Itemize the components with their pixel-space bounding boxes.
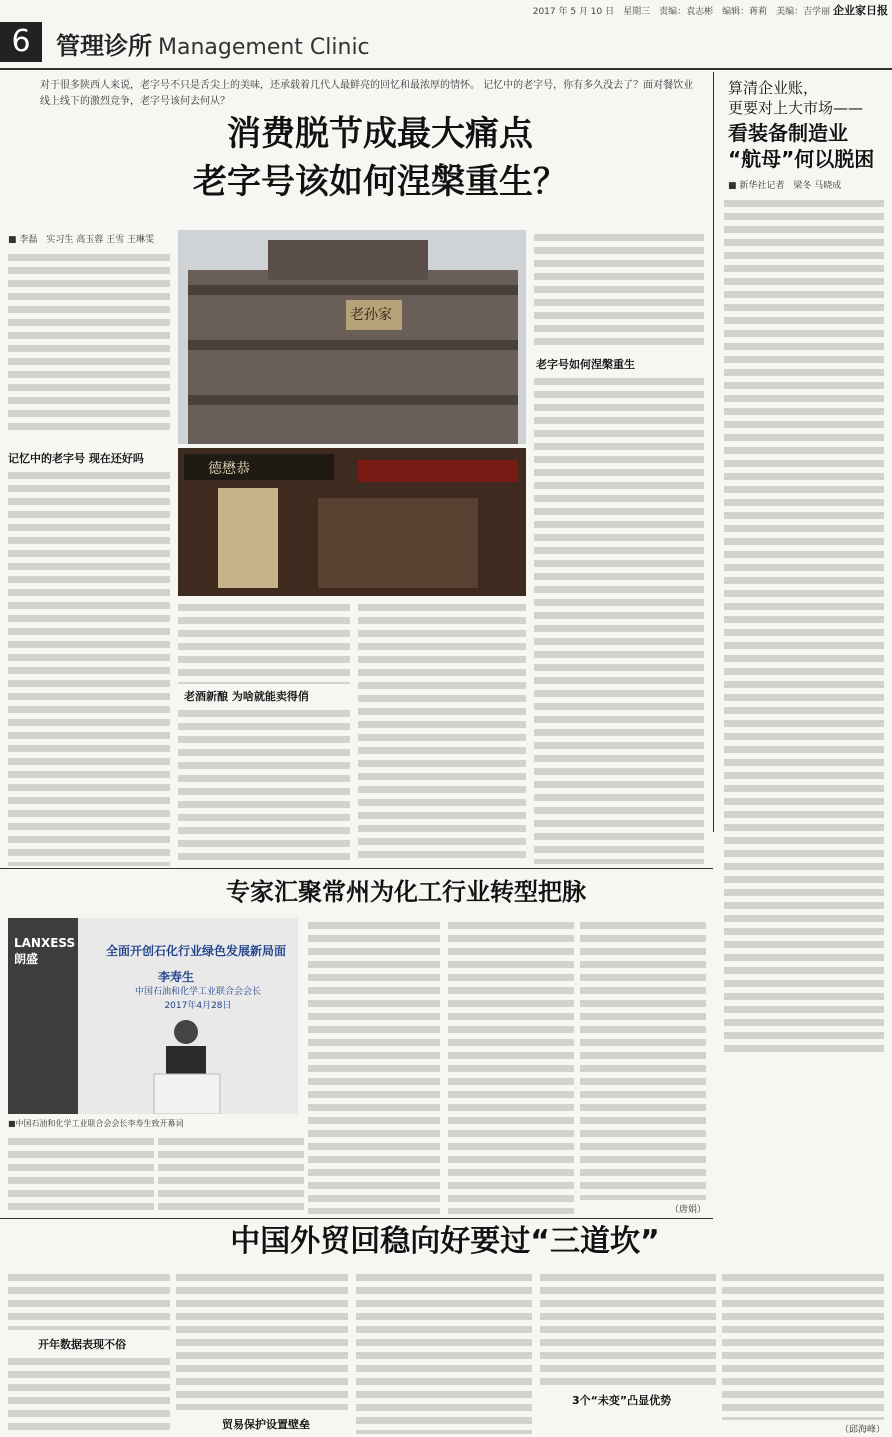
page-header <box>0 16 892 70</box>
main-headline-2: 老字号该如何涅槃重生？ <box>193 162 567 202</box>
chem-column-2 <box>158 1134 304 1214</box>
side-kicker-1: 算清企业账， <box>728 79 819 97</box>
trade-column-5 <box>722 1270 884 1420</box>
photo-speaker: 李寿生 <box>158 970 195 984</box>
photo-sign-2: 德懋恭 <box>208 461 250 477</box>
side-column <box>724 196 884 1058</box>
chem-column-1 <box>8 1134 154 1214</box>
main-column-4-bottom <box>534 374 704 864</box>
photo-sign-1: 老孙家 <box>350 307 392 323</box>
trade-subhead-3: 3个“未变”凸显优势 <box>572 1394 672 1407</box>
photo-demaogong <box>178 448 526 596</box>
chem-headline: 专家汇聚常州为化工行业转型把脉 <box>226 878 586 906</box>
section-en: Management Clinic <box>158 35 370 60</box>
paper-name: 企业家日报 <box>833 4 888 17</box>
trade-subhead-1: 开年数据表现不俗 <box>38 1338 126 1351</box>
main-byline: ■ 李磊 实习生 高玉蓉 王雪 王琳雯 <box>8 235 154 245</box>
chem-column-5 <box>580 918 706 1200</box>
photo-banner: 全面开创石化行业绿色发展新局面 <box>105 944 286 958</box>
trade-column-1-bottom <box>8 1354 170 1432</box>
column-divider <box>713 72 714 832</box>
trade-headline: 中国外贸回稳向好要过“三道坎” <box>230 1224 660 1259</box>
side-headline-1: 看装备制造业 <box>728 121 848 145</box>
trade-column-2 <box>176 1270 348 1410</box>
main-headline-1: 消费脱节成最大痛点 <box>227 114 533 154</box>
article-lead: 对于很多陕西人来说，老字号不只是舌尖上的美味，还承载着几代人最鲜亮的回忆和最浓厚的情怀。 记忆中的老字号，你有多久没去了？面对餐饮业线上线下的激烈竞争，老字号该何去何从？ <box>40 80 694 107</box>
trade-column-3 <box>356 1270 532 1434</box>
trade-column-1-top <box>8 1270 170 1330</box>
chem-column-3 <box>308 918 440 1214</box>
main-column-3 <box>358 600 526 864</box>
trade-credit: （邱海峰） <box>840 1425 886 1435</box>
main-column-1-bottom <box>8 468 170 866</box>
photo-brand: LANXESS 朗盛 <box>14 936 76 966</box>
speaker-icon <box>148 1014 228 1114</box>
chem-caption: ■中国石油和化学工业联合会会长李寿生致开幕词 <box>8 1119 184 1128</box>
trade-subhead-2: 贸易保护设置壁垒 <box>222 1418 310 1431</box>
side-byline: ■ 新华社记者 梁冬 马晓成 <box>728 181 842 191</box>
photo-date: 2017年4月28日 <box>164 1001 232 1011</box>
section-divider <box>0 868 713 869</box>
section-cn: 管理诊所 <box>56 32 152 60</box>
side-kicker-2: 更要对上大市场—— <box>728 99 864 117</box>
trade-column-4-top <box>540 1270 716 1386</box>
main-column-2-top <box>178 600 350 684</box>
photo-org: 中国石油和化学工业联合会会长 <box>134 987 261 997</box>
main-column-1-top <box>8 250 170 434</box>
main-column-4-top <box>534 230 704 348</box>
chem-photo <box>8 918 298 1114</box>
main-column-2-bottom <box>178 706 350 864</box>
page-number: 6 <box>0 22 42 62</box>
subhead-rebirth: 老字号如何涅槃重生 <box>536 358 635 371</box>
chem-column-4 <box>448 918 574 1214</box>
date-text: 2017 年 5 月 10 日 星期三 责编：袁志彬 编辑：蒋莉 美编：吉学丽 <box>532 7 831 17</box>
trade-divider <box>0 1218 713 1219</box>
subhead-new-wine: 老酒新酿 为啥就能卖得俏 <box>184 690 309 703</box>
photo-laosunjia <box>178 230 526 444</box>
side-headline-2: “航母”何以脱困 <box>728 147 875 171</box>
building-photo-icon <box>178 230 526 444</box>
section-title <box>56 26 370 61</box>
subhead-memory: 记忆中的老字号 现在还好吗 <box>8 452 144 465</box>
chem-credit: （唐娟） <box>670 1205 707 1215</box>
